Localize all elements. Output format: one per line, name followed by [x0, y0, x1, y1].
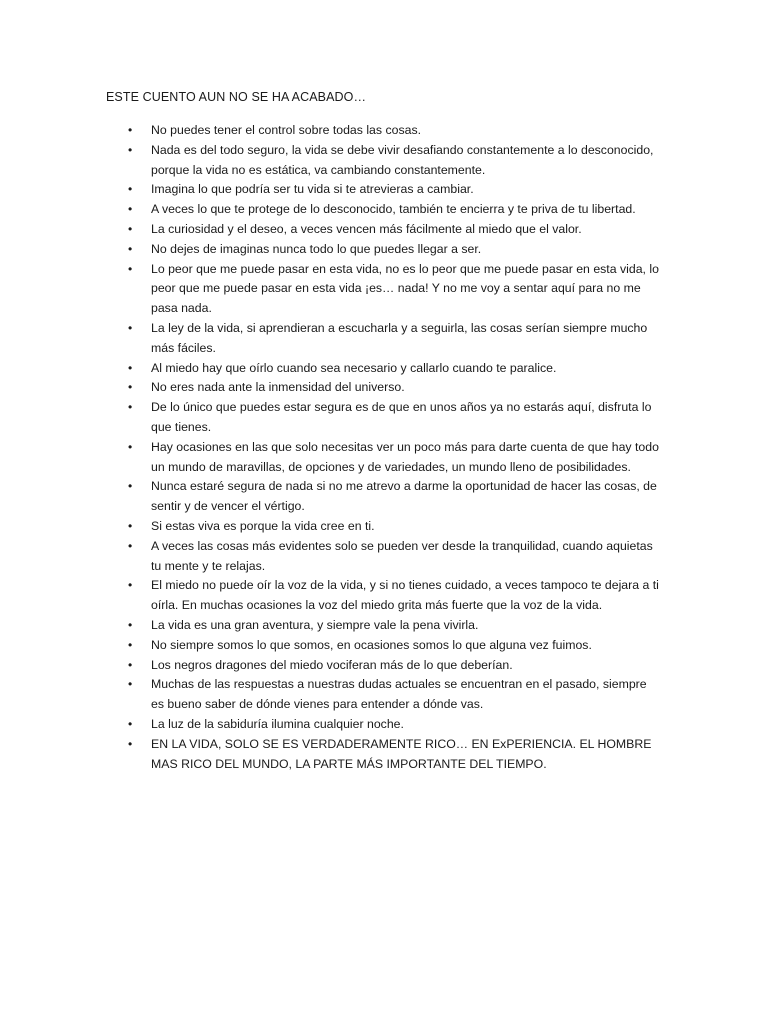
list-item-text: EN LA VIDA, SOLO SE ES VERDADERAMENTE RICO… EN ExPERIENCIA. EL HOMBRE MAS RICO DEL MUNDO, LA PARTE MÁS IMPORTANTE DEL TIEMPO.	[151, 736, 652, 771]
bullet-icon: •	[128, 677, 133, 692]
list-item-text: El miedo no puede oír la voz de la vida, y si no tienes cuidado, a veces tampoco te dejara a ti oírla. En muchas ocasiones la voz del miedo grita más fuerte que la voz de la vida.	[151, 578, 659, 613]
list-item-text: Al miedo hay que oírlo cuando sea necesario y callarlo cuando te paralice.	[151, 360, 557, 375]
list-item	[0, 121, 660, 141]
list-item-text: No siempre somos lo que somos, en ocasiones somos lo que alguna vez fuimos.	[151, 637, 592, 652]
bullet-icon: •	[128, 637, 133, 652]
bullet-icon: •	[128, 202, 133, 217]
list-item	[0, 438, 660, 478]
bullet-icon: •	[128, 538, 133, 553]
list-item	[0, 359, 660, 379]
list-item-text: Muchas de las respuestas a nuestras dudas actuales se encuentran en el pasado, siempre es bueno saber de dónde vienes para entender a dónde vas.	[151, 677, 647, 712]
list-item	[0, 141, 660, 181]
bullet-icon: •	[128, 400, 133, 415]
list-item-text: No puedes tener el control sobre todas las cosas.	[151, 123, 422, 137]
list-item-text: Lo peor que me puede pasar en esta vida, no es lo peor que me puede pasar en esta vida, lo peor que me puede pasar en esta vida ¡es… nada! Y no me voy a sentar aquí para no me pasa nada.	[151, 261, 659, 316]
list-item-text: Hay ocasiones en las que solo necesitas ver un poco más para darte cuenta de que hay todo un mundo de maravillas, de opciones y de variedades, un mundo lleno de posibilidades.	[151, 439, 659, 474]
bullet-icon: •	[128, 578, 133, 593]
list-item	[0, 517, 660, 537]
list-item-text: No eres nada ante la inmensidad del universo.	[151, 380, 405, 395]
bullet-icon: •	[128, 518, 133, 533]
list-item	[0, 398, 660, 438]
list-item-text: No dejes de imaginas nunca todo lo que puedes llegar a ser.	[151, 241, 482, 256]
list-item	[0, 715, 660, 735]
list-item-text: Si estas viva es porque la vida cree en ti.	[151, 518, 375, 533]
list-item-text: A veces lo que te protege de lo desconocido, también te encierra y te priva de tu libertad.	[151, 202, 636, 217]
bullet-icon: •	[128, 736, 133, 751]
list-item	[0, 477, 660, 517]
list-item	[0, 319, 660, 359]
list-item-text: Nunca estaré segura de nada si no me atrevo a darme la oportunidad de hacer las cosas, de sentir y de vencer el vértigo.	[151, 479, 657, 514]
bullet-icon: •	[128, 360, 133, 375]
list-item	[0, 675, 660, 715]
list-item-text: La curiosidad y el deseo, a veces vencen más fácilmente al miedo que el valor.	[151, 221, 582, 236]
list-item	[0, 378, 660, 398]
list-item	[0, 200, 660, 220]
list-item-text: Nada es del todo seguro, la vida se debe vivir desafiando constantemente a lo desconocido, porque la vida no es estática, va cambiando constantemente.	[151, 142, 654, 177]
list-item-text: La luz de la sabiduría ilumina cualquier noche.	[151, 716, 404, 731]
bullet-icon: •	[128, 479, 133, 494]
list-item	[0, 576, 660, 616]
list-item	[0, 240, 660, 260]
bullet-icon: •	[128, 617, 133, 632]
bullet-icon: •	[128, 241, 133, 256]
list-item	[0, 636, 660, 656]
bullet-list	[0, 121, 768, 774]
bullet-icon: •	[128, 716, 133, 731]
list-item-text: A veces las cosas más evidentes solo se pueden ver desde la tranquilidad, cuando aquietas tu mente y te relajas.	[151, 538, 653, 573]
list-item	[0, 656, 660, 676]
list-item-text: Imagina lo que podría ser tu vida si te atrevieras a cambiar.	[151, 182, 474, 197]
list-item-text: La ley de la vida, si aprendieran a escucharla y a seguirla, las cosas serían siempre mucho más fáciles.	[151, 320, 648, 355]
list-item	[0, 537, 660, 577]
list-item-text: Los negros dragones del miedo vociferan más de lo que deberían.	[151, 657, 513, 672]
bullet-icon: •	[128, 380, 133, 395]
bullet-icon: •	[128, 182, 133, 197]
document-title: ESTE CUENTO AUN NO SE HA ACABADO…	[106, 90, 367, 104]
list-item	[0, 180, 660, 200]
bullet-icon: •	[128, 320, 133, 335]
list-item-text: La vida es una gran aventura, y siempre vale la pena vivirla.	[151, 617, 479, 632]
bullet-icon: •	[128, 123, 133, 137]
list-item	[0, 260, 660, 319]
list-item	[0, 616, 660, 636]
bullet-icon: •	[128, 142, 133, 157]
bullet-icon: •	[128, 657, 133, 672]
list-item-text: De lo único que puedes estar segura es de que en unos años ya no estarás aquí, disfruta lo que tienes.	[151, 400, 652, 434]
list-item	[0, 735, 660, 775]
bullet-icon: •	[128, 439, 133, 454]
bullet-icon: •	[128, 261, 133, 276]
list-item	[0, 220, 660, 240]
bullet-icon: •	[128, 221, 133, 236]
